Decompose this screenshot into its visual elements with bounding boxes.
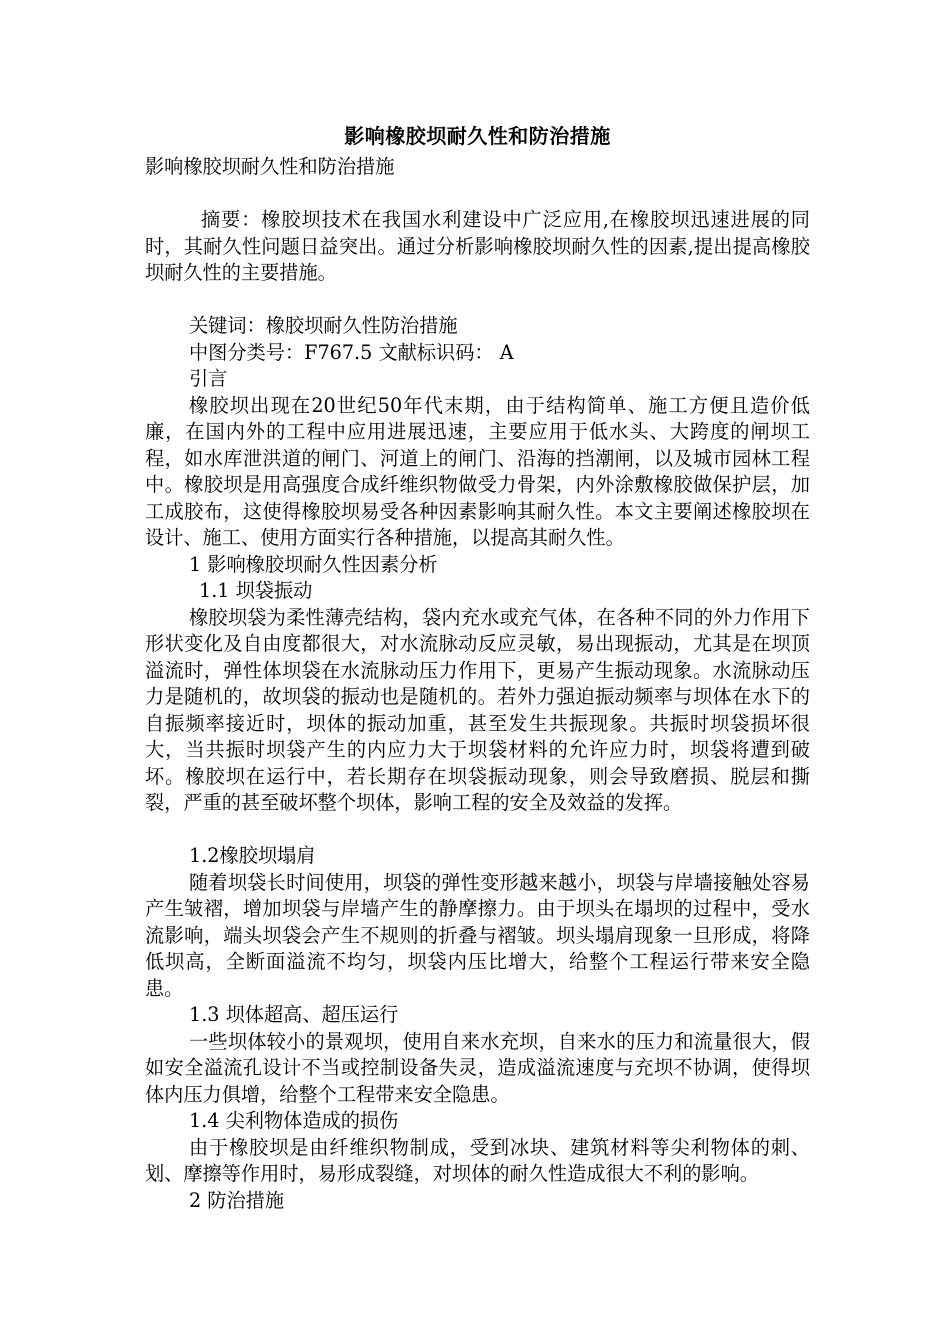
document-page bbox=[145, 118, 810, 1214]
section-1-3-paragraph: 一些坝体较小的景观坝，使用自来水充坝，自来水的压力和流量很大，假如安全溢流孔设计不当或控制设备失灵，造成溢流速度与充坝不协调，使得坝体内压力俱增，给整个工程带来安全隐患。 bbox=[145, 1029, 810, 1106]
section-1-2-paragraph: 随着坝袋长时间使用，坝袋的弹性变形越来越小，坝袋与岸墙接触处容易产生皱褶，增加坝袋与岸墙产生的静摩擦力。由于坝头在塌坝的过程中，受水流影响，端头坝袋会产生不规则的折叠与褶皱。坝头塌肩现象一旦形成，将降低坝高，全断面溢流不均匀，坝袋内压比增大，给整个工程运行带来安全隐患。 bbox=[145, 870, 810, 1000]
keywords-line: 关键词：橡胶坝耐久性防治措施 bbox=[189, 314, 458, 337]
blank-line bbox=[145, 287, 810, 314]
intro-paragraph: 橡胶坝出现在20世纪50年代末期，由于结构简单、施工方便且造价低廉，在国内外的工程中应用进展迅速，主要应用于低水头、大跨度的闸坝工程，如水库泄洪道的闸门、河道上的闸门、沿海的挡潮闸，以及城市园林工程中。橡胶坝是用高强度合成纤维织物做受力骨架，内外涂敷橡胶做保护层，加工成胶布，这使得橡胶坝易受各种因素影响其耐久性。本文主要阐述橡胶坝在设计、施工、使用方面实行各种措施，以提高其耐久性。 bbox=[145, 393, 810, 549]
classification-line: 中图分类号：F767.5 文献标识码： A bbox=[189, 340, 514, 364]
section-1-2-heading: 1.2橡胶坝塌肩 bbox=[189, 844, 316, 867]
section-1-3-heading: 1.3 坝体超高、超压运行 bbox=[189, 1003, 399, 1026]
section-2-heading: 2 防治措施 bbox=[189, 1188, 285, 1212]
section-1-4-heading: 1.4 尖利物体造成的损伤 bbox=[189, 1109, 399, 1132]
document-title: 影响橡胶坝耐久性和防治措施 bbox=[344, 124, 611, 148]
section-1-heading: 1 影响橡胶坝耐久性因素分析 bbox=[189, 552, 438, 576]
abstract-paragraph: 摘要：橡胶坝技术在我国水利建设中广泛应用,在橡胶坝迅速进展的同时，其耐久性问题日益突出。通过分析影响橡胶坝耐久性的因素,提出提高橡胶坝耐久性的主要措施。 bbox=[145, 208, 810, 284]
document-subtitle: 影响橡胶坝耐久性和防治措施 bbox=[145, 155, 395, 178]
intro-heading: 引言 bbox=[189, 367, 228, 390]
blank-line bbox=[145, 817, 810, 844]
section-1-1-heading: 1.1 坝袋振动 bbox=[199, 579, 313, 602]
section-1-1-paragraph: 橡胶坝袋为柔性薄壳结构，袋内充水或充气体，在各种不同的外力作用下形状变化及自由度都很大，对水流脉动反应灵敏，易出现振动，尤其是在坝顶溢流时，弹性体坝袋在水流脉动压力作用下，更易产生振动现象。水流脉动压力是随机的，故坝袋的振动也是随机的。若外力强迫振动频率与坝体在水下的自振频率接近时，坝体的振动加重，甚至发生共振现象。共振时坝袋损坏很大，当共振时坝袋产生的内应力大于坝袋材料的允许应力时，坝袋将遭到破坏。橡胶坝在运行中，若长期存在坝袋振动现象，则会导致磨损、脱层和撕裂，严重的甚至破坏整个坝体，影响工程的安全及效益的发挥。 bbox=[145, 605, 810, 814]
section-1-4-paragraph: 由于橡胶坝是由纤维织物制成，受到冰块、建筑材料等尖利物体的刺、划、摩擦等作用时，易形成裂缝，对坝体的耐久性造成很大不利的影响。 bbox=[145, 1135, 810, 1185]
blank-line bbox=[145, 181, 810, 208]
